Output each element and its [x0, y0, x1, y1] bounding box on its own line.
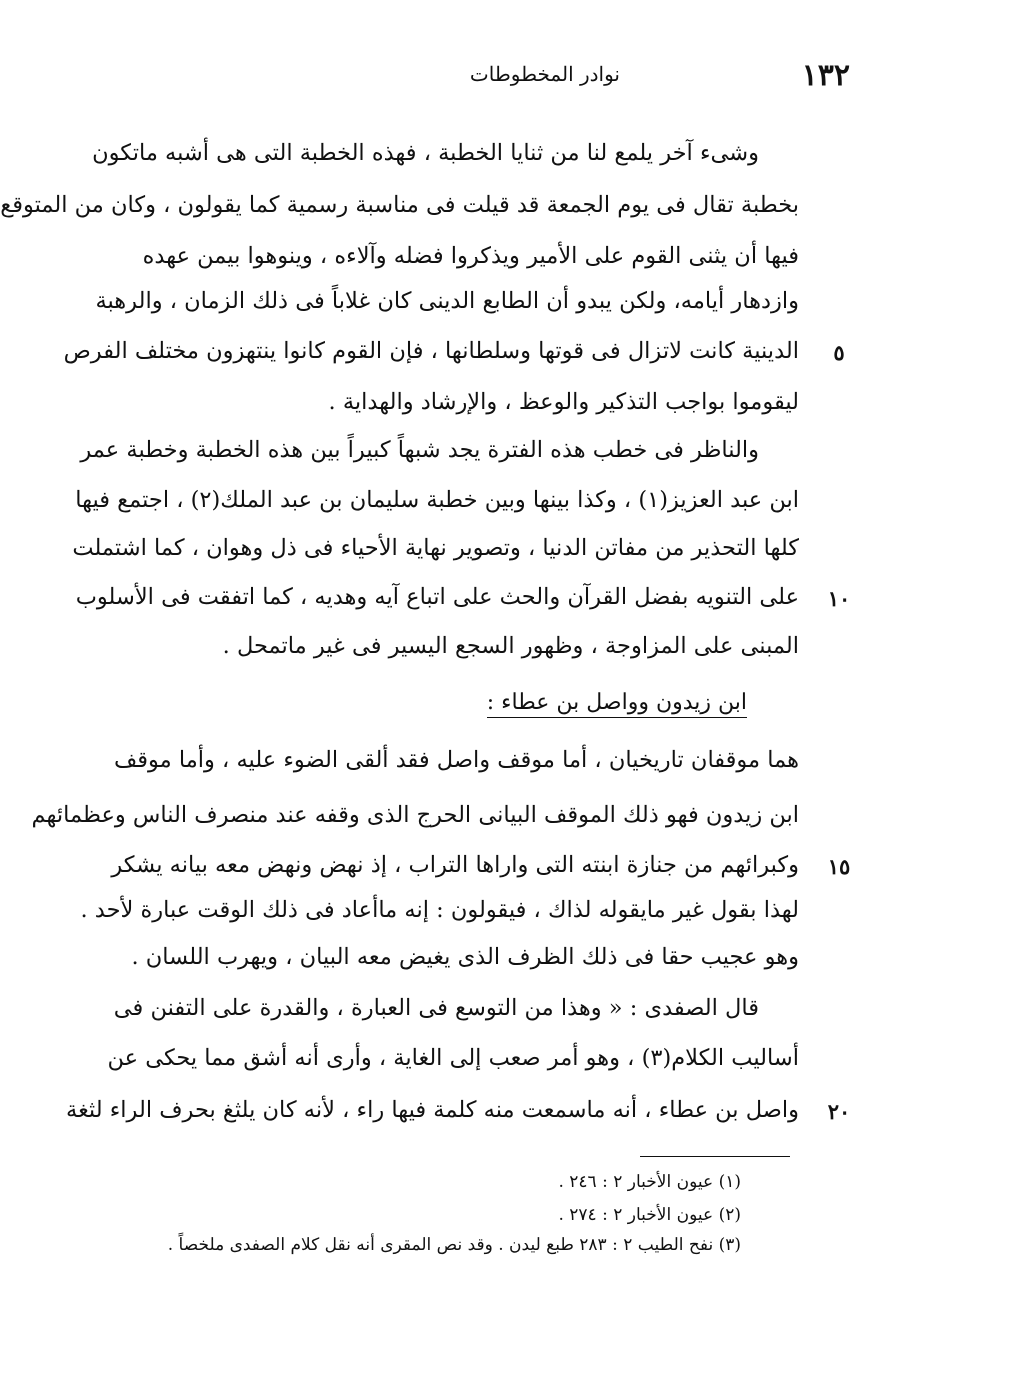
body-line: ابن زيدون فهو ذلك الموقف البيانى الحرج الذى وقفه عند منصرف الناس وعظمائهم: [31, 802, 799, 828]
line-number: ٢٠: [827, 1099, 851, 1124]
body-line: وهو عجيب حقا فى ذلك الظرف الذى يغيض معه البيان ، ويهرب اللسان .: [131, 944, 799, 970]
running-title: نوادر المخطوطات: [469, 62, 620, 86]
body-line: وكبرائهم من جنازة ابنته التى واراها التراب ، إذ نهض ونهض معه بيانه يشكر: [111, 852, 799, 878]
body-line: أساليب الكلام(٣) ، وهو أمر صعب إلى الغاية ، وأرى أنه أشق مما يحكى عن: [107, 1045, 799, 1071]
body-line: الدينية كانت لاتزال فى قوتها وسلطانها ، فإن القوم كانوا ينتهزون مختلف الفرص: [63, 338, 799, 364]
page-number: ١٣٢: [801, 58, 850, 93]
section-heading: ابن زيدون وواصل بن عطاء :: [487, 690, 747, 718]
body-line: المبنى على المزاوجة ، وظهور السجع اليسير فى غير ماتمحل .: [222, 633, 799, 659]
body-line: وشىء آخر يلمع لنا من ثنايا الخطبة ، فهذه الخطبة التى هى أشبه ماتكون: [92, 140, 759, 166]
page-header: [130, 58, 850, 92]
footnote-divider: [640, 1156, 790, 1157]
line-number: ١٠: [827, 586, 851, 611]
body-line: ابن عبد العزيز(١) ، وكذا بينها وبين خطبة سليمان بن عبد الملك(٢) ، اجتمع فيها: [75, 487, 799, 513]
body-line: ليقوموا بواجب التذكير والوعظ ، والإرشاد والهداية .: [328, 389, 799, 415]
body-line: قال الصفدى : « وهذا من التوسع فى العبارة ، والقدرة على التفنن فى: [113, 995, 759, 1021]
body-line: كلها التحذير من مفاتن الدنيا ، وتصوير نهاية الأحياء فى ذل وهوان ، كما اشتملت: [72, 535, 799, 561]
body-line: لهذا بقول غير مايقوله لذاك ، فيقولون : إنه ماأعاد فى ذلك الوقت عبارة لأحد .: [80, 897, 799, 923]
body-line: والناظر فى خطب هذه الفترة يجد شبهاً كبيراً بين هذه الخطبة وخطبة عمر: [80, 437, 759, 463]
body-line: على التنويه بفضل القرآن والحث على اتباع آيه وهديه ، كما اتفقت فى الأسلوب: [75, 584, 799, 610]
footnote: (١) عيون الأخبار ٢ : ٢٤٦ .: [558, 1172, 741, 1192]
footnote: (٣) نفح الطيب ٢ : ٢٨٣ طبع ليدن . وقد نص المقرى أنه نقل كلام الصفدى ملخصاً .: [167, 1235, 741, 1255]
body-line: بخطبة تقال فى يوم الجمعة قد قيلت فى مناسبة رسمية كما يقولون ، وكان من المتوقع: [0, 192, 799, 218]
body-line: واصل بن عطاء ، أنه ماسمعت منه كلمة فيها راء ، لأنه كان يلثغ بحرف الراء لثغة: [66, 1097, 799, 1123]
footnote: (٢) عيون الأخبار ٢ : ٢٧٤ .: [558, 1205, 741, 1225]
body-line: وازدهار أيامه، ولكن يبدو أن الطابع الدينى كان غلاباً فى ذلك الزمان ، والرهبة: [95, 288, 799, 314]
body-line: هما موقفان تاريخيان ، أما موقف واصل فقد ألقى الضوء عليه ، وأما موقف: [114, 747, 799, 773]
line-number: ٥: [833, 340, 845, 365]
body-line: فيها أن يثنى القوم على الأمير ويذكروا فضله وآلاءه ، وينوهوا بيمن عهده: [142, 243, 799, 269]
line-number: ١٥: [827, 854, 851, 879]
